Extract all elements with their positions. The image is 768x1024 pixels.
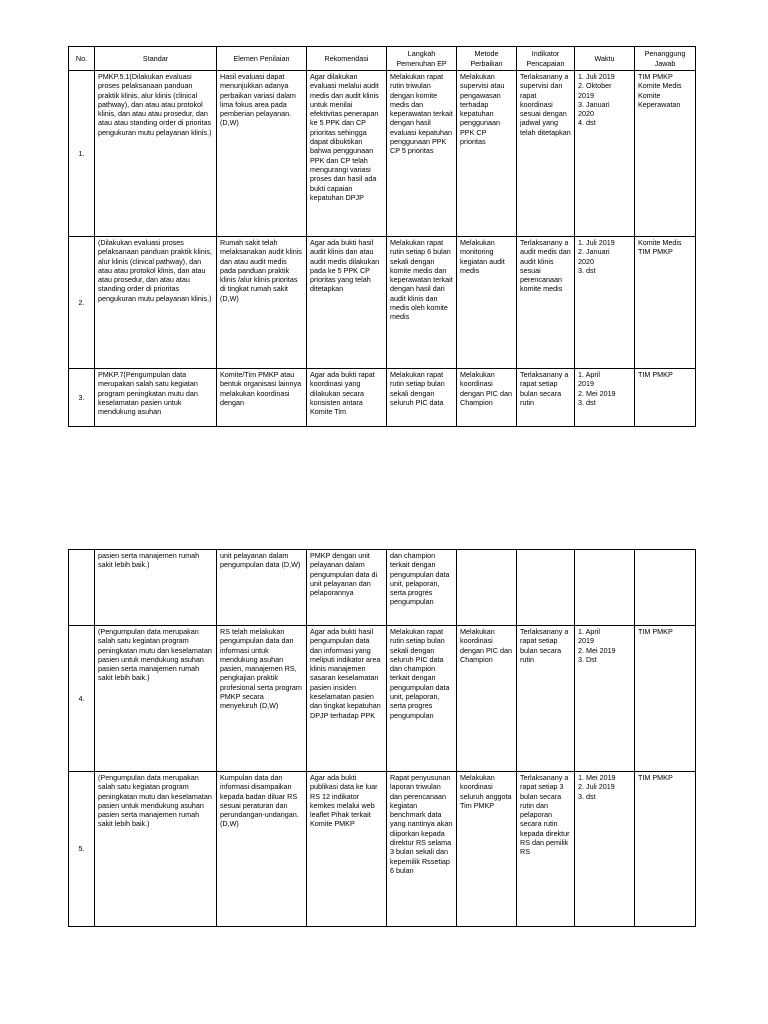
metode-cell (457, 550, 517, 626)
waktu-item: 3. dst (578, 397, 596, 407)
indikator-cell: Terlaksanany a supervisi dan rapat koordinasi sesuai dengan jadwal yang telah ditetapkan (517, 71, 575, 237)
row-number: 5. (69, 772, 95, 927)
table-row (69, 369, 696, 427)
langkah-cell: Rapat penyusunan laporan triwulan dan perencanaan kegiatan benchmark data yang nantinya akan diiporkan kepada direktur RS selama 3 bulan sekali dan kepemilik Rssetiap 6 bulan (387, 772, 457, 927)
header-waktu: Waktu (575, 47, 635, 71)
header-penanggung-jawab: Penanggung Jawab (635, 47, 696, 71)
header-langkah-pemenuhan: Langkah Pemenuhan EP (387, 47, 457, 71)
elemen-cell: Komite/Tim PMKP atau bentuk organisasi lainnya melakukan koordinasi dengan (217, 369, 307, 427)
waktu-item: 3. Dst (578, 654, 597, 664)
metode-cell: Melakukan koordinasi dengan PIC dan Champion (457, 369, 517, 427)
waktu-cell (575, 772, 635, 927)
indikator-cell: Terlaksanany a rapat setiap bulan secara rutin (517, 369, 575, 427)
penanggung-jawab-cell: TIM PMKP Komite Medis Komite Keperawatan (635, 71, 696, 237)
waktu-item: 1. April 2019 (578, 370, 600, 389)
waktu-item: 2. Januari 2020 (578, 247, 610, 266)
langkah-cell: Melakukan rapat rutin triwulan dengan komite medis dan keperawatan terkait dengan hasil evaluasi kepatuhan penggunaan PPK CP 5 prioritas (387, 71, 457, 237)
indikator-cell (517, 550, 575, 626)
table-header-row (69, 47, 696, 71)
header-metode-perbaikan: Metode Perbaikan (457, 47, 517, 71)
penanggung-jawab-cell: TIM PMKP (635, 369, 696, 427)
elemen-cell: Rumah sakit telah melaksanakan audit klinis dan atau audit medis pada panduan praktik klinis /alur klinis prioritas di tingkat rumah sakit (D,W) (217, 237, 307, 369)
standar-cell: (Pengumpulan data merupakan salah satu kegiatan program peningkatan mutu dan keselamatan pasien untuk mendukung asuhan pasien serta manajemen rumah sakit lebih baik.) (95, 772, 217, 927)
langkah-cell: dan champion terkait dengan pengumpulan data unit, pelaporan, serta progres pengumpulan (387, 550, 457, 626)
waktu-item: 1. April 2019 (578, 627, 600, 646)
table-row (69, 772, 696, 927)
waktu-cell (575, 369, 635, 427)
waktu-item: 3. dst (578, 791, 596, 801)
rekomendasi-cell: Agar ada bukti hasil pengumpulan data dan informasi yang meliputi indikator area klinis manajemen sasaran keselamatan pasien insiden keselamatan pasien dan tingkat kepatuhan DPJP terhadap PPK (307, 626, 387, 772)
indikator-cell: Terlaksanany a rapat setiap 3 bulan secara rutin dan pelaporan secara rutin kepada direktur RS dan pemilik RS (517, 772, 575, 927)
row-number (69, 550, 95, 626)
metode-cell: Melakukan supervisi atau pengawasan terhadap kepatuhan penggunaan PPK CP prioritas (457, 71, 517, 237)
table-row-continuation (69, 550, 696, 626)
header-elemen-penilaian: Elemen Penilaian (217, 47, 307, 71)
rekomendasi-cell: Agar ada bukti hasil audit klinis dan atau audit medis dilakukan pada ke 5 PPK CP prioritas yang telah ditetapkan (307, 237, 387, 369)
langkah-cell: Melakukan rapat rutin setiap bulan sekali dengan seluruh PIC data dan champion terkait dengan pengumpulan data unit, pelaporan, serta progres pengumpulan (387, 626, 457, 772)
rencana-tindak-lanjut-table-page-1 (68, 46, 696, 427)
standar-cell: pasien serta manajemen rumah sakit lebih baik.) (95, 550, 217, 626)
waktu-item: 3. Januari 2020 (578, 99, 610, 119)
indikator-cell: Terlaksanany a audit medis dan audit klinis sesuai perencanaan komite medis (517, 237, 575, 369)
waktu-cell (575, 550, 635, 626)
waktu-item: 2. Juli 2019 (578, 782, 615, 792)
table-row (69, 626, 696, 772)
row-number: 2. (69, 237, 95, 369)
waktu-item: 4. dst (578, 118, 596, 128)
rekomendasi-cell: PMKP dengan unit pelayanan dalam pengumpulan data di unit pelayanan dan pelaporannya (307, 550, 387, 626)
waktu-item: 1. Juli 2019 (578, 238, 615, 247)
metode-cell: Melakukan koordinasi dengan PIC dan Champion (457, 626, 517, 772)
rekomendasi-cell: Agar dilakukan evaluasi melalui audit medis dan audit klinis untuk menilai efektivitas penerapan ke 5 PPK dan CP prioritas sehingga dapat dibuktikan bahwa penggunaan PPK dan CP telah mengurangi variasi proses dan hasil ada bukti capaian kepatuhan DPJP (307, 71, 387, 237)
waktu-cell (575, 237, 635, 369)
header-indikator-pencapaian: Indikator Pencapaian (517, 47, 575, 71)
rencana-tindak-lanjut-table-page-2 (68, 549, 696, 927)
indikator-cell: Terlaksanany a rapat setiap bulan secara rutin (517, 626, 575, 772)
waktu-item: 3. dst (578, 265, 596, 275)
elemen-cell: unit pelayanan dalam pengumpulan data (D,W) (217, 550, 307, 626)
header-rekomendasi: Rekomendasi (307, 47, 387, 71)
rekomendasi-cell: Agar ada bukti rapat koordinasi yang dilakukan secara konsisten antara Komite Tim (307, 369, 387, 427)
header-standar: Standar (95, 47, 217, 71)
waktu-cell (575, 71, 635, 237)
waktu-item: 2. Mei 2019 (578, 645, 616, 655)
elemen-cell: Kumpulan data dan informasi disampaikan kepada badan diluar RS sesuai peraturan dan perundangan-undangan. (D,W) (217, 772, 307, 927)
table-row (69, 237, 696, 369)
rekomendasi-cell: Agar ada bukti publikasi data ke luar RS 12 indikator kemkes melalui web leaflet Pihak terkait Komite PMKP (307, 772, 387, 927)
waktu-item: 1. Mei 2019 (578, 773, 616, 782)
penanggung-jawab-cell (635, 550, 696, 626)
standar-cell: (Pengumpulan data merupakan salah satu kegiatan program peningkatan mutu dan keselamatan pasien untuk mendukung asuhan pasien serta manajemen rumah sakit lebih baik.) (95, 626, 217, 772)
penanggung-jawab-cell: TIM PMKP (635, 772, 696, 927)
waktu-cell (575, 626, 635, 772)
langkah-cell: Melakukan rapat rutin setiap 6 bulan sekali dengan komite medis dan keperawatan terkait dengan hasil dari audit klinis dan medis oleh komite medis (387, 237, 457, 369)
header-no: No. (69, 47, 95, 71)
standar-cell: PMKP.5.1(Dilakukan evaluasi proses pelaksanaan panduan praktik klinis, alur klinis (clinical pathway), dan atau atau protokol klinis, dan atau atau prosedur, dan atau atau standing order di prioritas pengukuran mutu pelayanan klinis.) (95, 71, 217, 237)
metode-cell: Melakukan monitoring kegiatan audit medis (457, 237, 517, 369)
row-number: 4. (69, 626, 95, 772)
table-row (69, 71, 696, 237)
standar-cell: (Dilakukan evaluasi proses pelaksanaan panduan praktik klinis, alur klinis (clinical pathway), dan atau atau protokol klinis, dan atau atau prosedur, dan atau atau standing order di prioritas pengukuran mutu pelayanan klinis.) (95, 237, 217, 369)
waktu-item: 2. Mei 2019 (578, 388, 616, 398)
standar-cell: PMKP.7(Pengumpulan data merupakan salah satu kegiatan program peningkatan mutu dan keselamatan pasien untuk mendukung asuhan (95, 369, 217, 427)
langkah-cell: Melakukan rapat rutin setiap bulan sekali dengan seluruh PIC data (387, 369, 457, 427)
metode-cell: Melakukan koordinasi seluruh anggota Tim PMKP (457, 772, 517, 927)
penanggung-jawab-cell: TIM PMKP (635, 626, 696, 772)
elemen-cell: Hasil evaluasi dapat menunjukkan adanya perbaikan variasi dalam lima fokus area pada pemberian pelayanan. (D,W) (217, 71, 307, 237)
row-number: 3. (69, 369, 95, 427)
waktu-item: 1. Juli 2019 (578, 72, 615, 81)
penanggung-jawab-cell: Komite Medis TIM PMKP (635, 237, 696, 369)
waktu-item: 2. Oktober 2019 (578, 81, 612, 100)
row-number: 1. (69, 71, 95, 237)
elemen-cell: RS telah melakukan pengumpulan data dan informasi untuk mendukung asuhan pasien, manajemen RS, pengkajian praktik profesional serta program PMKP secara menyeluruh (D,W) (217, 626, 307, 772)
